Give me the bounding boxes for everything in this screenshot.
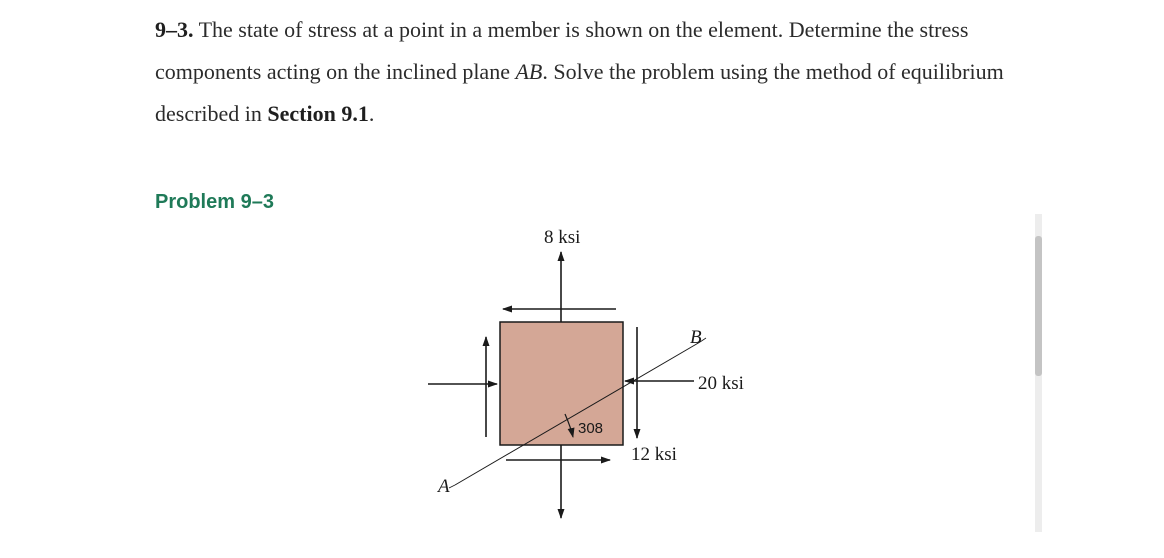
point-b-label: B bbox=[690, 327, 702, 348]
problem-number: 9–3. bbox=[155, 17, 194, 42]
point-a-label: A bbox=[438, 476, 450, 497]
plane-label: AB bbox=[515, 59, 543, 84]
figure-heading: Problem 9–3 bbox=[155, 191, 274, 213]
stress-element bbox=[500, 322, 623, 445]
problem-text-part-1: The state of stress at a point in a member is shown on the element. Determine the stress components acting on the inclined plane bbox=[155, 17, 969, 84]
scrollbar-thumb[interactable] bbox=[1035, 236, 1042, 376]
section-reference: Section 9.1 bbox=[267, 101, 369, 126]
angle-label: 308 bbox=[578, 420, 604, 437]
right-stress-label: 20 ksi bbox=[698, 373, 744, 394]
scrollbar[interactable] bbox=[1035, 214, 1042, 532]
problem-text-end: . bbox=[368, 101, 375, 126]
top-stress-label: 8 ksi bbox=[544, 227, 581, 248]
problem-text-part-2: . Solve the problem using the method of equilibrium described in bbox=[155, 59, 1004, 126]
point-a-leader bbox=[449, 485, 455, 488]
shear-stress-label: 12 ksi bbox=[631, 444, 677, 465]
